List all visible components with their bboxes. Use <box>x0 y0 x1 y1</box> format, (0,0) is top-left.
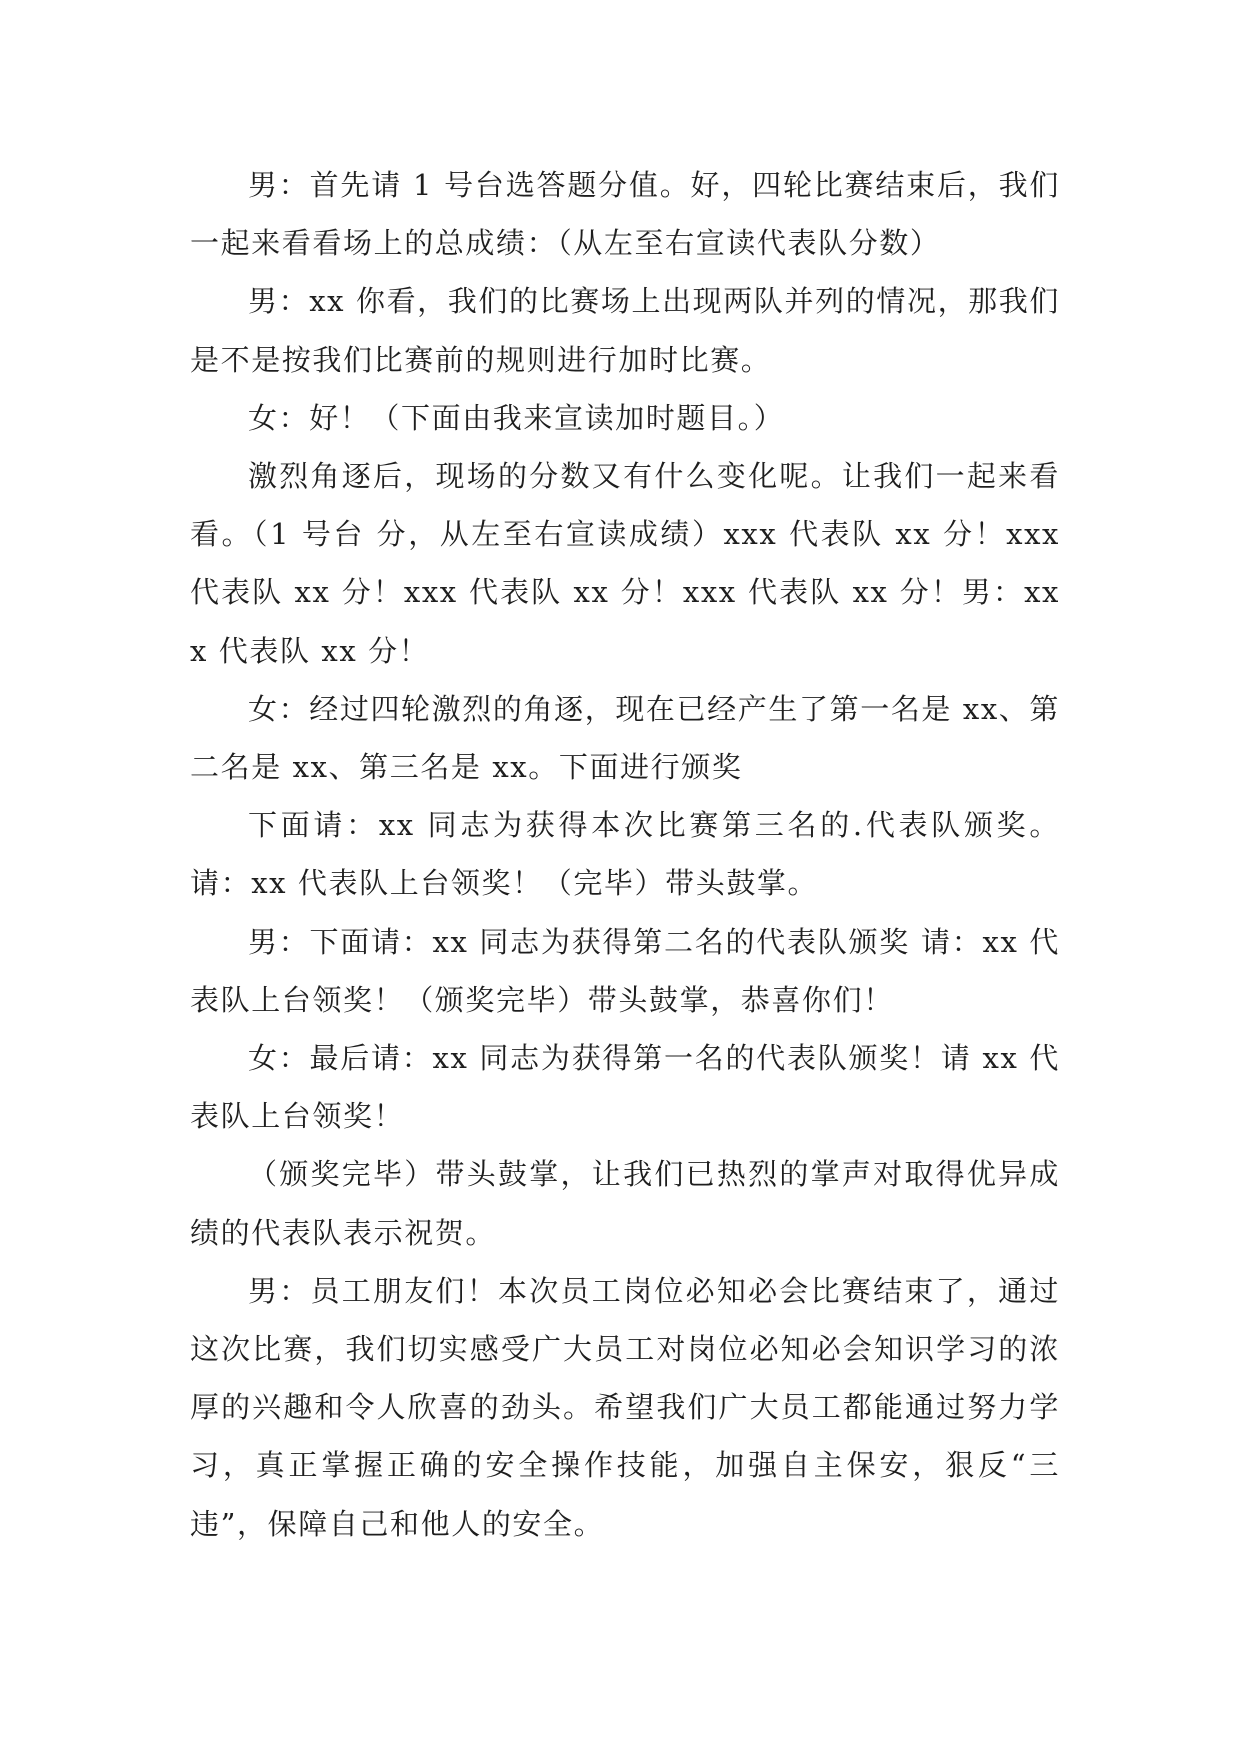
paragraph-1: 男：首先请 1 号台选答题分值。好，四轮比赛结束后，我们一起来看看场上的总成绩：（从左至右宣读代表队分数） <box>190 168 1060 261</box>
paragraph-10: 男：员工朋友们！本次员工岗位必知必会比赛结束了，通过这次比赛，我们切实感受广大员工对岗位必知必会知识学习的浓厚的兴趣和令人欣喜的劲头。希望我们广大员工都能通过努力学习，真正掌握正确的安全操作技能，加强自主保安，狠反“三违”，保障自己和他人的安全。 <box>190 1273 1060 1541</box>
paragraph-9: （颁奖完毕）带头鼓掌，让我们已热烈的掌声对取得优异成绩的代表队表示祝贺。 <box>190 1157 1060 1250</box>
paragraph-4: 激烈角逐后，现场的分数又有什么变化呢。让我们一起来看看。（1 号台 分，从左至右宣读成绩）xxx 代表队 xx 分！xxx 代表队 xx 分！xxx 代表队 xx 分！xxx 代表队 xx 分！男：xxx 代表队 xx 分！ <box>190 459 1060 668</box>
paragraph-7: 男：下面请：xx 同志为获得第二名的代表队颁奖 请：xx 代表队上台领奖！（颁奖完毕）带头鼓掌，恭喜你们！ <box>190 924 1060 1017</box>
paragraph-6: 下面请：xx 同志为获得本次比赛第三名的.代表队颁奖。请：xx 代表队上台领奖！（完毕）带头鼓掌。 <box>190 808 1060 901</box>
paragraph-8: 女：最后请：xx 同志为获得第一名的代表队颁奖！请 xx 代表队上台领奖！ <box>190 1041 1060 1134</box>
paragraph-5: 女：经过四轮激烈的角逐，现在已经产生了第一名是 xx、第二名是 xx、第三名是 xx。下面进行颁奖 <box>190 691 1060 785</box>
document-body <box>190 156 1060 1553</box>
paragraph-3: 女：好！（下面由我来宣读加时题目。） <box>248 400 785 435</box>
paragraph-2: 男：xx 你看，我们的比赛场上出现两队并列的情况，那我们是不是按我们比赛前的规则进行加时比赛。 <box>190 284 1060 377</box>
